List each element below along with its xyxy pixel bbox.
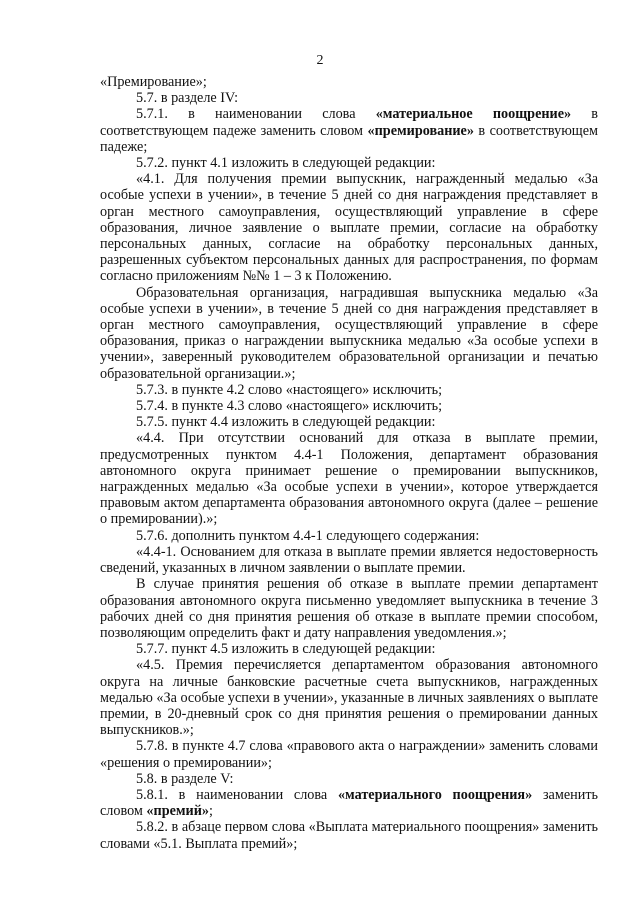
text-run: 5.7.8. в пункте 4.7 слова «правового акта о награждении» заменить словами «решения о премировании»; [100, 738, 598, 771]
text-run: «4.4. При отсутствии оснований для отказа в выплате премии, предусмотренных пунктом 4.4-1 Положения, департамент образования автономного округа принимает решение о премировании выпускников, награжденных медалью «За особые успехи в учении», которое утверждается правовым актом департамента образования автономного округа (далее – решение о премировании).»; [100, 430, 598, 528]
paragraph [100, 641, 598, 657]
text-run: «4.5. Премия перечисляется департаментом образования автономного округа на личные банковские расчетные счета выпускников, награжденных медалью «За особые успехи в учении», указанные в личных заявлениях о выплате премии, в 20-дневный срок со дня принятия решения о премировании данных выпускников.»; [100, 657, 598, 739]
text-run: 5.7.1. в наименовании слова [136, 106, 376, 123]
paragraph [100, 528, 598, 544]
paragraph [100, 74, 598, 90]
paragraph [100, 576, 598, 641]
text-run: «Премирование»; [100, 74, 207, 90]
text-run: в соответствующем падеже; [100, 122, 598, 155]
bold-text-run: «премирование» [367, 122, 474, 139]
paragraph [100, 171, 598, 284]
paragraph [100, 544, 598, 576]
paragraph [100, 398, 598, 414]
bold-text-run: «материального поощрения» [337, 786, 533, 803]
bold-text-run: «премий» [146, 803, 209, 820]
paragraph [100, 819, 598, 851]
text-run: ; [208, 803, 213, 820]
paragraph [100, 106, 598, 155]
paragraph [100, 771, 598, 787]
paragraph [100, 414, 598, 430]
paragraph [100, 90, 598, 106]
text-run: заменить словом [100, 786, 598, 820]
paragraph [100, 382, 598, 398]
text-run: «4.4-1. Основанием для отказа в выплате премии является недостоверность сведений, указанных в личном заявлении о выплате премии. [100, 543, 598, 577]
text-run: в соответствующем падеже заменить словом [100, 106, 598, 139]
bold-text-run: «материальное поощрение» [375, 106, 572, 123]
text-run: В случае принятия решения об отказе в выплате премии департамент образования автономного округа письменно уведомляет выпускника в течение 3 рабочих дней со дня принятия решения об отказе в выплате премии способом, позволяющим определить факт и дату направления уведомления.»; [100, 576, 598, 641]
text-run: Образовательная организация, наградившая выпускника медалью «За особые успехи в учении», в течение 5 дней со дня награждения представляет в орган местного самоуправления, осуществляющий управление в сфере образования, приказ о награждении выпускника медалью «За особые успехи в учении», заверенный руководителем образовательной организации и печатью образовательной организации.»; [100, 284, 598, 382]
paragraph [100, 787, 598, 819]
text-run: 5.7.3. в пункте 4.2 слово «настоящего» исключить; [136, 381, 443, 398]
text-run: 5.8. в разделе V: [136, 770, 234, 787]
paragraph [100, 657, 598, 738]
text-run: 5.7.7. пункт 4.5 изложить в следующей редакции: [136, 641, 436, 658]
paragraph [100, 430, 598, 527]
paragraph [100, 738, 598, 770]
text-run: 5.7. в разделе IV: [136, 90, 239, 107]
text-run: 5.8.2. в абзаце первом слова «Выплата материального поощрения» заменить словами «5.1. Выплата премий»; [100, 819, 598, 852]
document-body [100, 74, 598, 852]
text-run: 5.7.4. в пункте 4.3 слово «настоящего» исключить; [136, 398, 443, 415]
paragraph [100, 285, 598, 382]
text-run: 5.7.6. дополнить пунктом 4.4-1 следующего содержания: [136, 527, 480, 544]
text-run: «4.1. Для получения премии выпускник, награжденный медалью «За особые успехи в учении», в течение 5 дней со дня награждения представляет в орган местного самоуправления, осуществляющий управление в сфере образования, личное заявление о выплате премии, согласие на обработку персональных данных, согласие на обработку персональных данных, разрешенных субъектом персональных данных для распространения, по формам согласно приложениям №№ 1 – 3 к Положению. [100, 171, 598, 285]
paragraph [100, 155, 598, 171]
text-run: 5.7.2. пункт 4.1 изложить в следующей редакции: [136, 155, 436, 172]
text-run: 5.7.5. пункт 4.4 изложить в следующей редакции: [136, 414, 436, 431]
text-run: 5.8.1. в наименовании слова [136, 786, 338, 803]
page-number: 2 [316, 53, 324, 68]
